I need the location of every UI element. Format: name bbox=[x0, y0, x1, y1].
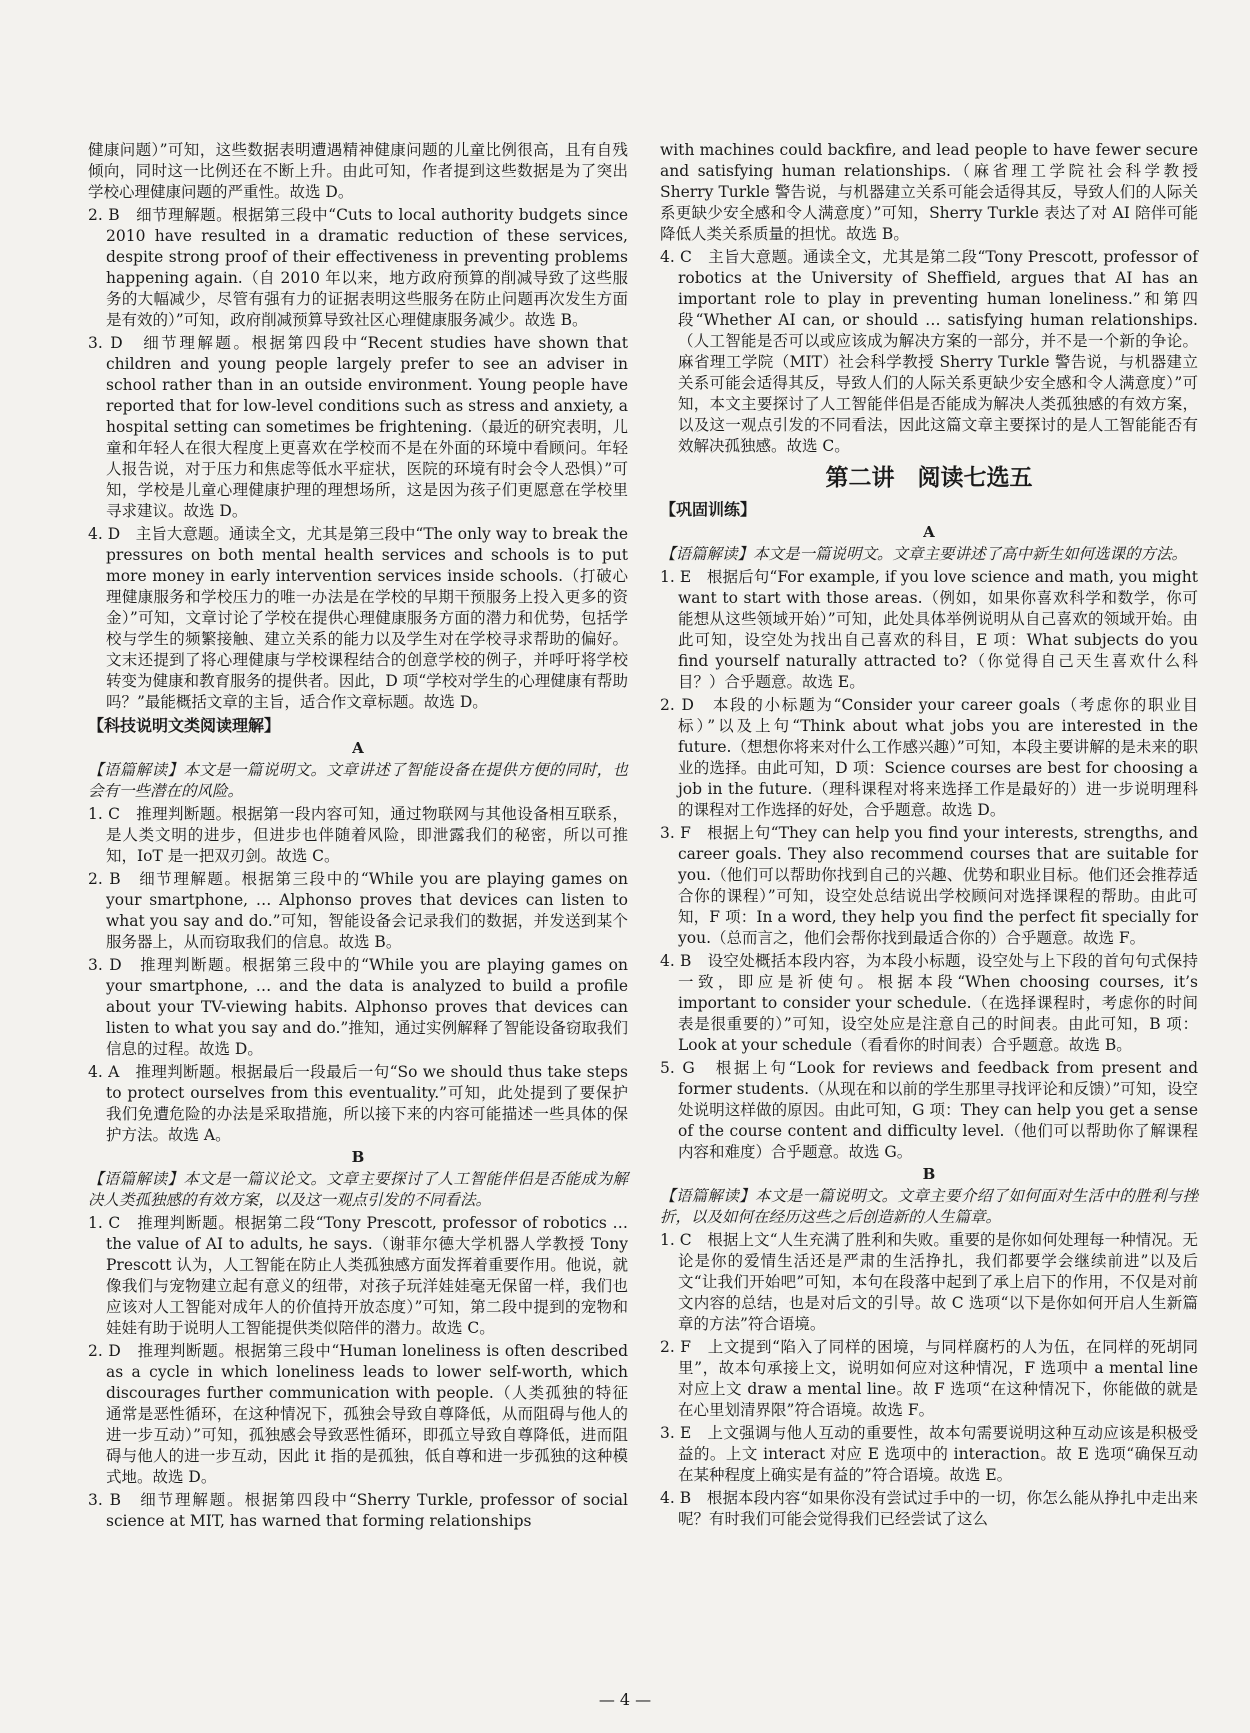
answer-item: 3. B 细节理解题。根据第四段中“Sherry Turkle, professor of social science at MIT, has warned that forming relationships bbox=[88, 1491, 628, 1530]
paragraph: with machines could backfire, and lead people to have fewer secure and satisfying human relationships.（麻省理工学院社会科学教授 Sherry Turkle 警告说，与机器建立关系可能会适得其反，导致人们的人际关系更缺少安全感和令人满意度）”可知，Sherry Turkle 表达了对 AI 陪伴可能降低人类关系质量的担忧。故选 B。 bbox=[660, 141, 1198, 243]
answer-item: 2. B 细节理解题。根据第三段中“Cuts to local authority budgets since 2010 have resulted in a dramatic reduction of these services, despite strong proof of their effectiveness in preventing problems happening again.（自 2010 年以来，地方政府预算的削减导致了这些服务的大幅减少，尽管有强有力的证据表明这些服务在防止问题再次发生方面是有效的）”可知，政府削减预算导致社区心理健康服务减少。故选 B。 bbox=[88, 206, 628, 329]
answer-item: 3. E 上文强调与他人互动的重要性，故本句需要说明这种互动应该是积极受益的。上文 interact 对应 E 选项中的 interaction。故 E 选项“确保互动在某种程度上确实是有益的”符合语境。故选 E。 bbox=[660, 1424, 1198, 1484]
answer-item: 5. G 根据上句“Look for reviews and feedback from present and former students.（从现在和以前的学生那里寻找评论和反馈）”可知，设空处说明这样做的原因。由此可知，G 项：They can help you get a sense of the course content and difficulty level.（他们可以帮助你了解课程内容和难度）合乎题意。故选 G。 bbox=[660, 1059, 1198, 1161]
answer-item: 3. F 根据上句“They can help you find your interests, strengths, and career goals. They also recommend courses that are suitable for you.（他们可以帮助你找到自己的兴趣、优势和职业目标。他们还会推荐适合你的课程）”可知，设空处总结说出学校顾问对选择课程的帮助。由此可知，F 项：In a word, they help you find the perfect fit specially for you.（总而言之，他们会帮你找到最适合你的）合乎题意。故选 F。 bbox=[660, 824, 1198, 947]
answer-item: 1. C 推理判断题。根据第二段“Tony Prescott, professor of robotics … the value of AI to adults, he says.（谢菲尔德大学机器人学教授 Tony Prescott 认为，人工智能在防止人类孤独感方面发挥着重要作用。他说，就像我们与宠物建立起有意义的纽带，对孩子玩洋娃娃毫无保留一样，我们也应该对人工智能对成年人的价值持开放态度）”可知，第二段中提到的宠物和娃娃有助于说明人工智能提供类似陪伴的潜力。故选 C。 bbox=[88, 1214, 628, 1337]
answer-item: 1. E 根据后句“For example, if you love science and math, you might want to start with those areas.（例如，如果你喜欢科学和数学，你可能想从这些领域开始）”可知，此处具体举例说明从自己喜欢的领域开始。由此可知，设空处为找出自己喜欢的科目，E 项：What subjects do you find yourself naturally attracted to?（你觉得自己天生喜欢什么科目？）合乎题意。故选 E。 bbox=[660, 568, 1198, 691]
answer-item: 4. C 主旨大意题。通读全文，尤其是第二段“Tony Prescott, professor of robotics at the University of Sheffield, argues that AI has an important role to play in preventing human loneliness.”和第四段“Whether AI can, or should … satisfying human relationships.（人工智能是否可以或应该成为解决方案的一部分，并不是一个新的争论。麻省理工学院（MIT）社会科学教授 Sherry Turkle 警告说，与机器建立关系可能会适得其反，导致人们的人际关系更缺少安全感和令人满意度）”可知，本文主要探讨了人工智能伴侣是否能成为解决人类孤独感的有效方案，以及这一观点引发的不同看法，因此这篇文章主要探讨的是人工智能能否有效解决孤独感。故选 C。 bbox=[660, 248, 1198, 455]
answer-item: 4. D 主旨大意题。通读全文，尤其是第三段中“The only way to break the pressures on both mental health services and schools is to put more money in early intervention services inside schools.（打破心理健康服务和学校压力的唯一办法是在学校的早期干预服务上投入更多的资金）”可知，文章讨论了学校在提供心理健康服务方面的潜力和优势，包括学校与学生的频繁接触、建立关系的能力以及学生对在学校寻求帮助的偏好。文末还提到了将心理健康与学校课程结合的创意学校的例子，并呼吁将学校转变为健康和教育服务的提供者。因此，D 项“学校对学生的心理健康有帮助吗？”最能概括文章的主旨，适合作文章标题。故选 D。 bbox=[88, 525, 628, 711]
passage-summary: 【语篇解读】本文是一篇说明文。文章讲述了智能设备在提供方便的同时，也会有一些潜在的风险。 bbox=[88, 761, 628, 800]
left-column bbox=[88, 140, 628, 1534]
section-heading: 【科技说明文类阅读理解】 bbox=[88, 716, 281, 735]
passage-label: A bbox=[923, 523, 935, 541]
passage-summary: 【语篇解读】本文是一篇议论文。文章主要探讨了人工智能伴侣是否能成为解决人类孤独感的有效方案，以及这一观点引发的不同看法。 bbox=[88, 1170, 628, 1209]
answer-item: 3. D 细节理解题。根据第四段中“Recent studies have shown that children and young people largely prefer to see an adviser in school rather than in an outside environment. Young people have reported that for low-level conditions such as stress and anxiety, a hospital setting can sometimes be frightening.（最近的研究表明，儿童和年轻人在很大程度上更喜欢在学校而不是在外面的环境中看顾问。年轻人报告说，对于压力和焦虑等低水平症状，医院的环境有时会令人恐惧）”可知，学校是儿童心理健康护理的理想场所，这是因为孩子们更愿意在学校里寻求建议。故选 D。 bbox=[88, 334, 628, 520]
passage-summary: 【语篇解读】本文是一篇说明文。文章主要介绍了如何面对生活中的胜利与挫折，以及如何在经历这些之后创造新的人生篇章。 bbox=[660, 1187, 1198, 1226]
passage-label: B bbox=[351, 1148, 365, 1166]
answer-item: 4. A 推理判断题。根据最后一段最后一句“So we should thus take steps to protect ourselves from this eventuality.”可知，此处提到了要保护我们免遭危险的办法是采取措施，所以接下来的内容可能描述一些具体的保护方法。故选 A。 bbox=[88, 1063, 628, 1144]
right-column bbox=[660, 140, 1198, 1532]
answer-item: 1. C 根据上文“人生充满了胜利和失败。重要的是你如何处理每一种情况。无论是你的爱情生活还是严肃的生活挣扎，我们都要学会继续前进”以及后文“让我们开始吧”可知，本句在段落中起到了承上启下的作用，不仅是对前文内容的总结，也是对后文的引导。故 C 选项“以下是你如何开启人生新篇章的方法”符合语境。 bbox=[660, 1231, 1198, 1333]
answer-item: 2. D 本段的小标题为“Consider your career goals（考虑你的职业目标）”以及上句“Think about what jobs you are interested in the future.（想想你将来对什么工作感兴趣）”可知，本段主要讲解的是未来的职业的选择。由此可知，D 项：Science courses are best for choosing a job in the future.（理科课程对将来选择工作是最好的）进一步说明理科的课程对工作选择的好处，合乎题意。故选 D。 bbox=[660, 696, 1198, 819]
answer-item: 2. D 推理判断题。根据第三段中“Human loneliness is often described as a cycle in which loneliness leads to lower self-worth, which discourages further communication with people.（人类孤独的特征通常是恶性循环，在这种情况下，孤独会导致自尊降低，从而阻碍与他人的进一步互动）”可知，孤独感会导致恶性循环，即孤立导致自尊降低，进而阻碍与他人的进一步互动，因此 it 指的是孤独，低自尊和进一步孤独的这种模式地。故选 D。 bbox=[88, 1342, 628, 1486]
passage-label: A bbox=[352, 739, 364, 757]
passage-summary: 【语篇解读】本文是一篇说明文。文章主要讲述了高中新生如何选课的方法。 bbox=[660, 545, 1188, 563]
answer-item: 2. B 细节理解题。根据第三段中的“While you are playing games on your smartphone, … Alphonso proves that devices can listen to what you say and do.”可知，智能设备会记录我们的数据，并发送到某个服务器上，从而窃取我们的信息。故选 B。 bbox=[88, 870, 628, 951]
answer-item: 4. B 设空处概括本段内容，为本段小标题，设空处与上下段的首句句式保持一致，即应是祈使句。根据本段“When choosing courses, it’s important to consider your schedule.（在选择课程时，考虑你的时间表是很重要的）”可知，设空处应是注意自己的时间表。由此可知，B 项：Look at your schedule（看看你的时间表）合乎题意。故选 B。 bbox=[660, 952, 1198, 1054]
answer-item: 3. D 推理判断题。根据第三段中的“While you are playing games on your smartphone, … and the data is analyzed to build a profile about your TV-viewing habits. Alphonso proves that devices can listen to what you say and do.”推知，通过实例解释了智能设备窃取我们信息的过程。故选 D。 bbox=[88, 956, 628, 1058]
lecture-title: 第二讲 阅读七选五 bbox=[825, 465, 1033, 491]
answer-item: 1. C 推理判断题。根据第一段内容可知，通过物联网与其他设备相互联系，是人类文明的进步，但进步也伴随着风险，即泄露我们的秘密，所以可推知，IoT 是一把双刃剑。故选 C。 bbox=[88, 805, 628, 865]
passage-label: B bbox=[922, 1165, 936, 1183]
answer-item: 4. B 根据本段内容“如果你没有尝试过手中的一切，你怎么能从挣扎中走出来呢？有时我们可能会觉得我们已经尝试了这么 bbox=[660, 1489, 1198, 1528]
paragraph: 健康问题）”可知，这些数据表明遭遇精神健康问题的儿童比例很高，且有自残倾向，同时这一比例还在不断上升。由此可知，作者提到这些数据是为了突出学校心理健康问题的严重性。故选 D。 bbox=[88, 141, 628, 201]
answer-item: 2. F 上文提到“陷入了同样的困境，与同样腐朽的人为伍，在同样的死胡同里”，故本句承接上文，说明如何应对这种情况，F 选项中 a mental line 对应上文 draw a mental line。故 F 选项“在这种情况下，你能做的就是在心里划清界限”符合语境。故选 F。 bbox=[660, 1338, 1198, 1419]
page-number: — 4 — bbox=[598, 1690, 652, 1709]
section-heading: 【巩固训练】 bbox=[660, 500, 757, 519]
